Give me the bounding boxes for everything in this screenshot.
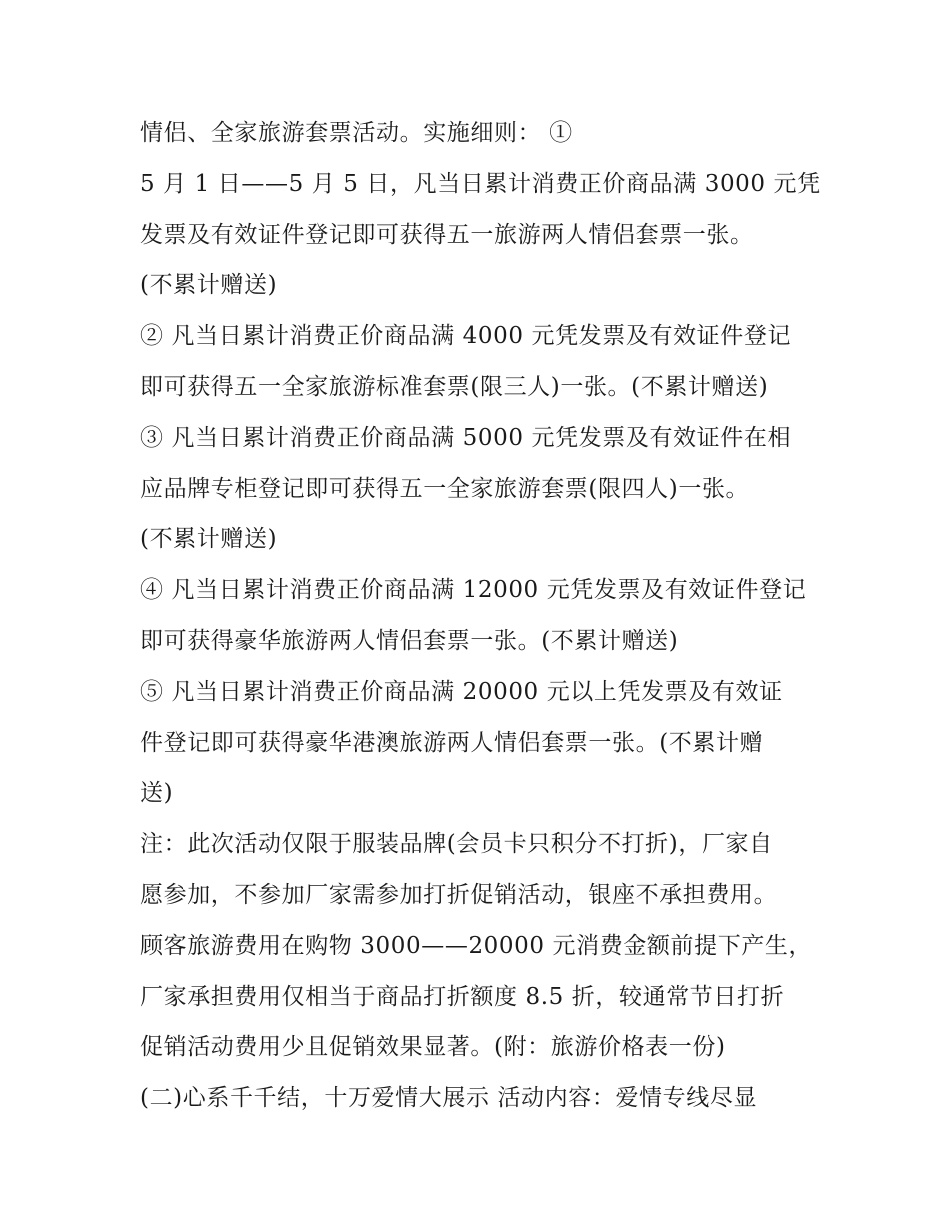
- text-line: 顾客旅游费用在购物 3000——20000 元消费金额前提下产生，: [140, 932, 813, 959]
- document-body: [140, 108, 820, 1124]
- text-line: 5 月 1 日——5 月 5 日，凡当日累计消费正价商品满 3000 元凭: [140, 170, 821, 197]
- text-line: 即可获得豪华旅游两人情侣套票一张。(不累计赠送): [140, 627, 679, 654]
- text-line: 注：此次活动仅限于服装品牌(会员卡只积分不打折)，厂家自: [140, 831, 773, 858]
- text-line: 厂家承担费用仅相当于商品打折额度 8.5 折，较通常节日打折: [140, 983, 785, 1010]
- text-line: ② 凡当日累计消费正价商品满 4000 元凭发票及有效证件登记: [140, 323, 792, 350]
- text-line: 即可获得五一全家旅游标准套票(限三人)一张。(不累计赠送): [140, 373, 769, 400]
- text-line: 情侣、全家旅游套票活动。实施细则： ①: [140, 120, 573, 146]
- text-line: 发票及有效证件登记即可获得五一旅游两人情侣套票一张。: [140, 221, 754, 248]
- text-line: 愿参加，不参加厂家需参加打折促销活动，银座不承担费用。: [140, 881, 778, 908]
- text-line: 促销活动费用少且促销效果显著。(附：旅游价格表一份): [140, 1034, 726, 1061]
- text-line: 应品牌专柜登记即可获得五一全家旅游套票(限四人)一张。: [140, 475, 750, 502]
- text-line: (不累计赠送): [140, 272, 278, 299]
- text-line: 送): [140, 780, 174, 807]
- text-line: ⑤ 凡当日累计消费正价商品满 20000 元以上凭发票及有效证: [140, 678, 783, 705]
- text-line: (不累计赠送): [140, 526, 278, 553]
- text-line: ④ 凡当日累计消费正价商品满 12000 元凭发票及有效证件登记: [140, 577, 807, 604]
- text-line: ③ 凡当日累计消费正价商品满 5000 元凭发票及有效证件在相: [140, 424, 792, 451]
- text-line: (二)心系千千结，十万爱情大展示 活动内容：爱情专线尽显: [140, 1085, 758, 1112]
- text-line: 件登记即可获得豪华港澳旅游两人情侣套票一张。(不累计赠: [140, 729, 764, 756]
